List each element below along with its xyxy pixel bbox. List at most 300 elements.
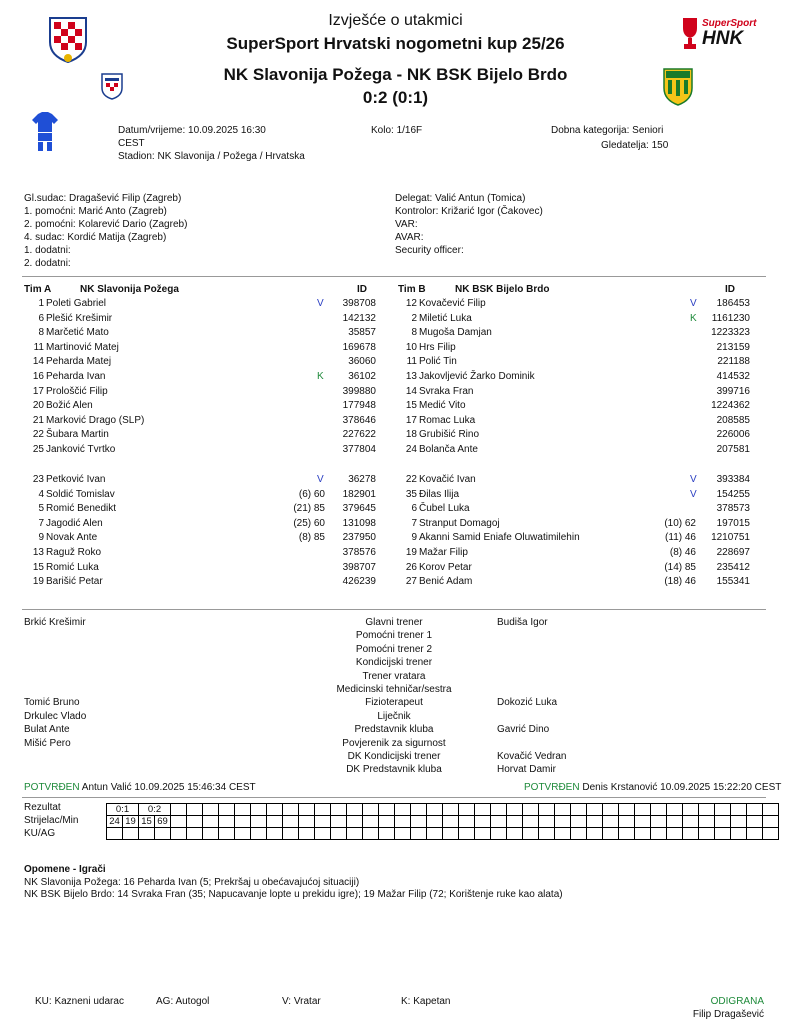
- results-cell: [187, 828, 203, 840]
- staff-role: Liječnik: [377, 710, 411, 722]
- player-name: Mažar Filip: [419, 547, 468, 558]
- player-id: 398708: [342, 298, 376, 309]
- results-cell: [379, 816, 395, 828]
- results-cell: [123, 828, 139, 840]
- results-cell: [283, 804, 299, 816]
- results-cell: 15: [139, 816, 155, 828]
- player-name: Hrs Filip: [419, 341, 456, 353]
- player-id: 226006: [716, 429, 750, 441]
- player-id: 379645: [342, 503, 376, 515]
- confirm-home: [24, 781, 256, 795]
- player-id: 142132: [342, 312, 376, 324]
- player-id: 426239: [342, 576, 376, 588]
- var: VAR:: [395, 219, 418, 230]
- player-name: Korov Petar: [419, 561, 472, 573]
- player-name: Đilas Ilija: [419, 488, 460, 500]
- results-cell: [571, 816, 587, 828]
- results-cell: 24: [107, 816, 123, 828]
- player-name: Soldić Tomislav: [46, 488, 115, 500]
- confirm-away-status: POTVRĐEN: [524, 782, 580, 793]
- results-cell: [475, 816, 491, 828]
- player-id: 213159: [716, 341, 750, 353]
- team-a-id-header: ID: [357, 284, 367, 295]
- results-cell: [619, 828, 635, 840]
- player-id: 228697: [716, 547, 750, 558]
- player-name: Prološčić Filip: [46, 385, 108, 397]
- results-cell: [555, 816, 571, 828]
- results-cell: [667, 816, 683, 828]
- results-cell: [539, 804, 555, 816]
- player-name: Miletić Luka: [419, 312, 472, 324]
- team-a-label: Tim A: [24, 284, 52, 295]
- player-name: Janković Tvrtko: [46, 444, 116, 455]
- results-cell: [523, 816, 539, 828]
- results-cell: [731, 816, 747, 828]
- player-number: 22: [405, 474, 417, 485]
- results-cell: [395, 804, 411, 816]
- player-role-mark: V: [690, 488, 697, 500]
- player-name: Peharda Ivan: [46, 371, 106, 382]
- attendance: Gledatelja: 150: [601, 140, 669, 151]
- match-timezone: CEST: [118, 138, 145, 149]
- player-number: 8: [38, 327, 44, 339]
- player-name: Petković Ivan: [46, 474, 106, 485]
- player-number: 19: [405, 547, 417, 558]
- player-number: 7: [411, 517, 417, 529]
- player-id: 36060: [348, 356, 376, 368]
- results-cell: [443, 828, 459, 840]
- player-name: Jakovljević Žarko Dominik: [419, 371, 535, 382]
- player-id: 235412: [716, 561, 750, 573]
- results-cell: [251, 828, 267, 840]
- results-cell: [251, 804, 267, 816]
- player-id: 393384: [716, 474, 750, 485]
- player-name: Stranput Domagoj: [419, 517, 500, 529]
- results-cell: [491, 828, 507, 840]
- results-cell: [555, 804, 571, 816]
- results-cell: [731, 828, 747, 840]
- fourth-official: 4. sudac: Kordić Matija (Zagreb): [24, 232, 167, 243]
- substitution: (18) 46: [664, 576, 696, 588]
- results-cell: [587, 804, 603, 816]
- player-number: 15: [32, 561, 44, 573]
- player-name: Plešić Krešimir: [46, 312, 113, 324]
- results-cell: [331, 816, 347, 828]
- staff-role: Kondicijski trener: [355, 657, 433, 669]
- player-name: Kovačević Filip: [419, 298, 486, 309]
- player-id: 377804: [342, 444, 376, 455]
- results-cell: [251, 816, 267, 828]
- staff-role: Predstavnik kluba: [354, 724, 434, 736]
- match-datetime: Datum/vrijeme: 10.09.2025 16:30: [118, 125, 266, 136]
- confirm-away: [524, 781, 781, 795]
- security-officer: Security officer:: [395, 245, 464, 256]
- results-cell: [299, 828, 315, 840]
- delegate: Delegat: Valić Antun (Tomica): [395, 193, 526, 204]
- player-id: 207581: [716, 444, 750, 455]
- results-cell: [539, 828, 555, 840]
- report-title: Izvješće o utakmici: [328, 12, 463, 29]
- results-cell: [651, 816, 667, 828]
- player-name: Novak Ante: [46, 532, 98, 544]
- results-cell: [523, 804, 539, 816]
- results-cell: [267, 804, 283, 816]
- staff-home: Tomić Bruno: [24, 697, 80, 709]
- player-number: 1: [38, 298, 44, 309]
- results-cell: [587, 816, 603, 828]
- player-number: 2: [411, 312, 417, 324]
- results-cell: [603, 804, 619, 816]
- player-name: Božić Alen: [46, 400, 93, 412]
- team-b-label: Tim B: [398, 284, 426, 295]
- staff-away: Horvat Damir: [497, 764, 556, 776]
- player-name: Peharda Matej: [46, 356, 112, 368]
- supersport-hnk-logo: [680, 16, 760, 56]
- divider: [22, 276, 766, 277]
- results-cell: [331, 828, 347, 840]
- results-cell: [379, 804, 395, 816]
- player-id: 36102: [348, 371, 376, 382]
- player-id: 155341: [716, 576, 750, 588]
- results-cell: [715, 816, 731, 828]
- results-cell: [571, 804, 587, 816]
- player-id: 36278: [348, 474, 376, 485]
- results-cell: [299, 804, 315, 816]
- results-cell: [219, 804, 235, 816]
- results-cell: [587, 828, 603, 840]
- results-cell: 19: [123, 816, 139, 828]
- staff-away: Gavrić Dino: [497, 724, 550, 736]
- results-cell: [683, 804, 699, 816]
- player-number: 21: [32, 414, 44, 426]
- results-cell: [491, 804, 507, 816]
- player-name: Grubišić Rino: [419, 429, 480, 441]
- legend-goalkeeper: V: Vratar: [282, 996, 321, 1007]
- staff-role: Pomoćni trener 2: [355, 643, 433, 655]
- staff-role: Fizioterapeut: [365, 697, 423, 709]
- results-cell: [363, 804, 379, 816]
- player-name: Poleti Gabriel: [46, 298, 107, 309]
- competition-title: SuperSport Hrvatski nogometni kup 25/26: [226, 34, 565, 53]
- player-number: 18: [405, 429, 417, 441]
- player-name: Marčetić Mato: [46, 327, 109, 339]
- player-number: 4: [38, 488, 44, 500]
- results-cell: [411, 804, 427, 816]
- staff-role: DK Kondicijski trener: [347, 751, 441, 762]
- staff-away: Kovačić Vedran: [497, 751, 567, 762]
- results-cell: [283, 828, 299, 840]
- results-row: [107, 804, 779, 816]
- results-cell: [459, 828, 475, 840]
- player-id: 414532: [716, 371, 750, 382]
- results-cell: [763, 816, 779, 828]
- results-cell: [219, 816, 235, 828]
- results-cell: [171, 816, 187, 828]
- results-cell: [171, 804, 187, 816]
- results-cell: [667, 828, 683, 840]
- substitution: (10) 62: [664, 517, 696, 529]
- results-cell: [747, 828, 763, 840]
- player-id: 398707: [342, 561, 376, 573]
- results-cell: [459, 804, 475, 816]
- team-a-name: NK Slavonija Požega: [80, 284, 179, 295]
- assistant-2: 2. pomoćni: Kolarević Dario (Zagreb): [24, 219, 188, 230]
- results-cell: [651, 804, 667, 816]
- results-cell: [699, 816, 715, 828]
- results-cell: [219, 828, 235, 840]
- results-cell: [235, 828, 251, 840]
- player-number: 9: [411, 532, 417, 544]
- legend-own-goal: AG: Autogol: [156, 996, 210, 1007]
- match-status: ODIGRANA: [710, 996, 764, 1007]
- substitution: (6) 60: [298, 488, 325, 500]
- home-club-crest: [101, 72, 123, 100]
- results-cell: [635, 816, 651, 828]
- player-id: 378573: [716, 503, 750, 515]
- player-name: Jagodić Alen: [46, 517, 103, 529]
- player-id: 399716: [716, 385, 750, 397]
- results-cell: [427, 828, 443, 840]
- results-cell: [379, 828, 395, 840]
- legend-penalty: KU: Kazneni udarac: [35, 996, 124, 1007]
- player-name: Romić Luka: [46, 561, 99, 573]
- results-cell: [267, 816, 283, 828]
- results-cell: [763, 804, 779, 816]
- player-name: Romić Benedikt: [46, 503, 117, 515]
- divider: [22, 609, 766, 610]
- results-cell: [107, 828, 123, 840]
- results-cell: [203, 816, 219, 828]
- substitution: (21) 85: [293, 503, 325, 515]
- results-cell: [171, 828, 187, 840]
- results-cell: [187, 816, 203, 828]
- results-cell: [443, 804, 459, 816]
- player-name: Mugoša Damjan: [419, 327, 492, 339]
- staff-home: Mišić Pero: [24, 737, 71, 749]
- player-role-mark: V: [317, 298, 324, 309]
- results-cell: [715, 828, 731, 840]
- player-name: Bolanča Ante: [419, 444, 478, 455]
- player-role-mark: V: [690, 474, 697, 485]
- player-name: Polić Tin: [419, 356, 457, 368]
- hnk-name: HNK: [702, 28, 744, 49]
- results-cell: [475, 828, 491, 840]
- results-cell: [475, 804, 491, 816]
- player-number: 25: [32, 444, 44, 455]
- staff-away: Dokozić Luka: [497, 697, 558, 709]
- player-name: Medić Vito: [419, 400, 466, 412]
- sponsor-name: SuperSport: [702, 18, 757, 29]
- stadium: Stadion: NK Slavonija / Požega / Hrvatska: [118, 151, 305, 162]
- results-cell: [635, 804, 651, 816]
- player-id: 208585: [716, 414, 750, 426]
- results-cell: [443, 816, 459, 828]
- results-cell: [619, 804, 635, 816]
- player-number: 14: [32, 356, 44, 368]
- player-number: 23: [32, 474, 44, 485]
- staff-role: Trener vratara: [362, 670, 426, 682]
- player-number: 12: [405, 298, 417, 309]
- signing-referee: Filip Dragašević: [692, 1009, 764, 1020]
- confirm-away-text: Denis Krstanović 10.09.2025 15:22:20 CEST: [582, 782, 782, 793]
- player-id: 237950: [342, 532, 376, 544]
- player-id: 378576: [342, 547, 376, 558]
- player-number: 16: [32, 371, 44, 382]
- player-name: Šubara Martin: [46, 429, 109, 441]
- results-cell: [347, 828, 363, 840]
- results-cell: [635, 828, 651, 840]
- match-score: 0:2 (0:1): [362, 88, 429, 107]
- player-name: Romac Luka: [419, 414, 476, 426]
- head-referee: Gl.sudac: Dragašević Filip (Zagreb): [24, 193, 182, 204]
- results-cell: [747, 804, 763, 816]
- results-cell: [699, 804, 715, 816]
- staff-role: Pomoćni trener 1: [355, 630, 433, 642]
- player-number: 9: [38, 532, 44, 544]
- additional-2: 2. dodatni:: [24, 258, 71, 269]
- staff-home: Brkić Krešimir: [24, 617, 86, 628]
- results-cell: [555, 828, 571, 840]
- player-number: 7: [38, 517, 44, 529]
- results-cell: [363, 828, 379, 840]
- cautions-home: NK Slavonija Požega: 16 Peharda Ivan (5; Prekršaj u obećavajućoj situaciji): [24, 877, 360, 888]
- results-row: [107, 816, 779, 828]
- player-name: Svraka Fran: [419, 385, 474, 397]
- confirm-home-text: Antun Valić 10.09.2025 15:46:34 CEST: [81, 782, 256, 793]
- results-cell: [155, 828, 171, 840]
- results-cell: [491, 816, 507, 828]
- results-cell: [683, 828, 699, 840]
- staff-role: Povjerenik za sigurnost: [342, 737, 446, 749]
- player-number: 20: [32, 400, 44, 412]
- results-cell: [507, 828, 523, 840]
- penalty-owngoal-label: KU/AG: [24, 828, 56, 839]
- results-cell: [315, 828, 331, 840]
- results-grid: [106, 803, 779, 840]
- player-number: 11: [33, 341, 44, 353]
- player-name: Benić Adam: [419, 576, 473, 588]
- player-id: 378646: [342, 414, 376, 426]
- substitution: (8) 46: [669, 547, 696, 558]
- results-cell: [187, 804, 203, 816]
- results-cell: [203, 804, 219, 816]
- player-role-mark: V: [690, 298, 697, 309]
- scorer-label: Strijelac/Min: [24, 815, 79, 826]
- match-title: NK Slavonija Požega - NK BSK Bijelo Brdo: [223, 65, 568, 84]
- player-name: Marković Drago (SLP): [46, 414, 145, 426]
- staff-home: Drkulec Vlado: [24, 710, 87, 722]
- player-name: Raguž Roko: [46, 547, 102, 558]
- results-cell: 0:2: [139, 804, 171, 816]
- player-id: 1161230: [711, 312, 750, 324]
- player-number: 6: [411, 503, 417, 515]
- results-cell: [459, 816, 475, 828]
- substitution: (14) 85: [664, 561, 696, 573]
- player-role-mark: K: [690, 312, 697, 324]
- results-cell: [539, 816, 555, 828]
- player-role-mark: K: [317, 371, 324, 382]
- results-cell: [731, 804, 747, 816]
- results-cell: [203, 828, 219, 840]
- team-b-id-header: ID: [725, 284, 735, 295]
- results-cell: [523, 828, 539, 840]
- results-cell: [763, 828, 779, 840]
- results-cell: [715, 804, 731, 816]
- cautions-away: NK BSK Bijelo Brdo: 14 Svraka Fran (35; Napucavanje lopte u prekidu igre); 19 Mažar Filip (72; Korištenje ruke kao alata): [24, 889, 563, 900]
- results-row: [107, 828, 779, 840]
- results-cell: [619, 816, 635, 828]
- player-number: 10: [405, 341, 417, 353]
- player-name: Akanni Samid Eniafe Oluwatimilehin: [419, 532, 580, 544]
- player-id: 182901: [342, 488, 376, 500]
- player-number: 19: [32, 576, 44, 588]
- cautions-title: Opomene - Igrači: [24, 864, 106, 875]
- player-number: 13: [32, 547, 44, 558]
- player-id: 399880: [342, 385, 376, 397]
- staff-role: DK Predstavnik kluba: [346, 764, 442, 776]
- results-cell: 69: [155, 816, 171, 828]
- player-number: 17: [32, 385, 44, 397]
- player-id: 177948: [342, 400, 376, 412]
- player-id: 1223323: [711, 327, 750, 339]
- staff-role: Glavni trener: [365, 617, 423, 628]
- player-id: 154255: [716, 488, 750, 500]
- results-cell: [363, 816, 379, 828]
- kit-shirt-icon: [32, 112, 58, 152]
- results-cell: [699, 828, 715, 840]
- result-label: Rezultat: [24, 802, 61, 813]
- away-club-crest: [662, 66, 694, 106]
- results-cell: [571, 828, 587, 840]
- player-id: 35857: [348, 327, 376, 339]
- results-cell: [603, 816, 619, 828]
- results-cell: [235, 804, 251, 816]
- divider: [22, 797, 766, 798]
- staff-role: Medicinski tehničar/sestra: [336, 684, 452, 695]
- results-cell: [411, 816, 427, 828]
- player-id: 221188: [717, 356, 750, 368]
- results-cell: [395, 816, 411, 828]
- player-name: Barišić Petar: [46, 576, 103, 588]
- player-id: 131098: [342, 517, 376, 529]
- player-number: 13: [405, 371, 417, 382]
- results-cell: [267, 828, 283, 840]
- staff-away: Budiša Igor: [497, 617, 548, 628]
- results-cell: [747, 816, 763, 828]
- results-cell: [651, 828, 667, 840]
- results-cell: [315, 804, 331, 816]
- avar: AVAR:: [395, 232, 424, 243]
- player-number: 8: [411, 327, 417, 339]
- results-cell: [683, 816, 699, 828]
- player-role-mark: V: [317, 474, 324, 485]
- player-id: 1210751: [711, 532, 750, 544]
- results-cell: [411, 828, 427, 840]
- results-cell: [603, 828, 619, 840]
- age-category: Dobna kategorija: Seniori: [551, 125, 664, 136]
- player-id: 1224362: [711, 400, 750, 412]
- player-number: 27: [405, 576, 417, 588]
- substitution: (8) 85: [298, 532, 325, 544]
- results-cell: [427, 804, 443, 816]
- staff-home: Bulat Ante: [24, 724, 70, 736]
- results-cell: [347, 804, 363, 816]
- player-number: 6: [38, 312, 44, 324]
- player-number: 35: [405, 488, 417, 500]
- results-cell: [427, 816, 443, 828]
- player-number: 24: [405, 444, 417, 455]
- substitution: (25) 60: [293, 517, 325, 529]
